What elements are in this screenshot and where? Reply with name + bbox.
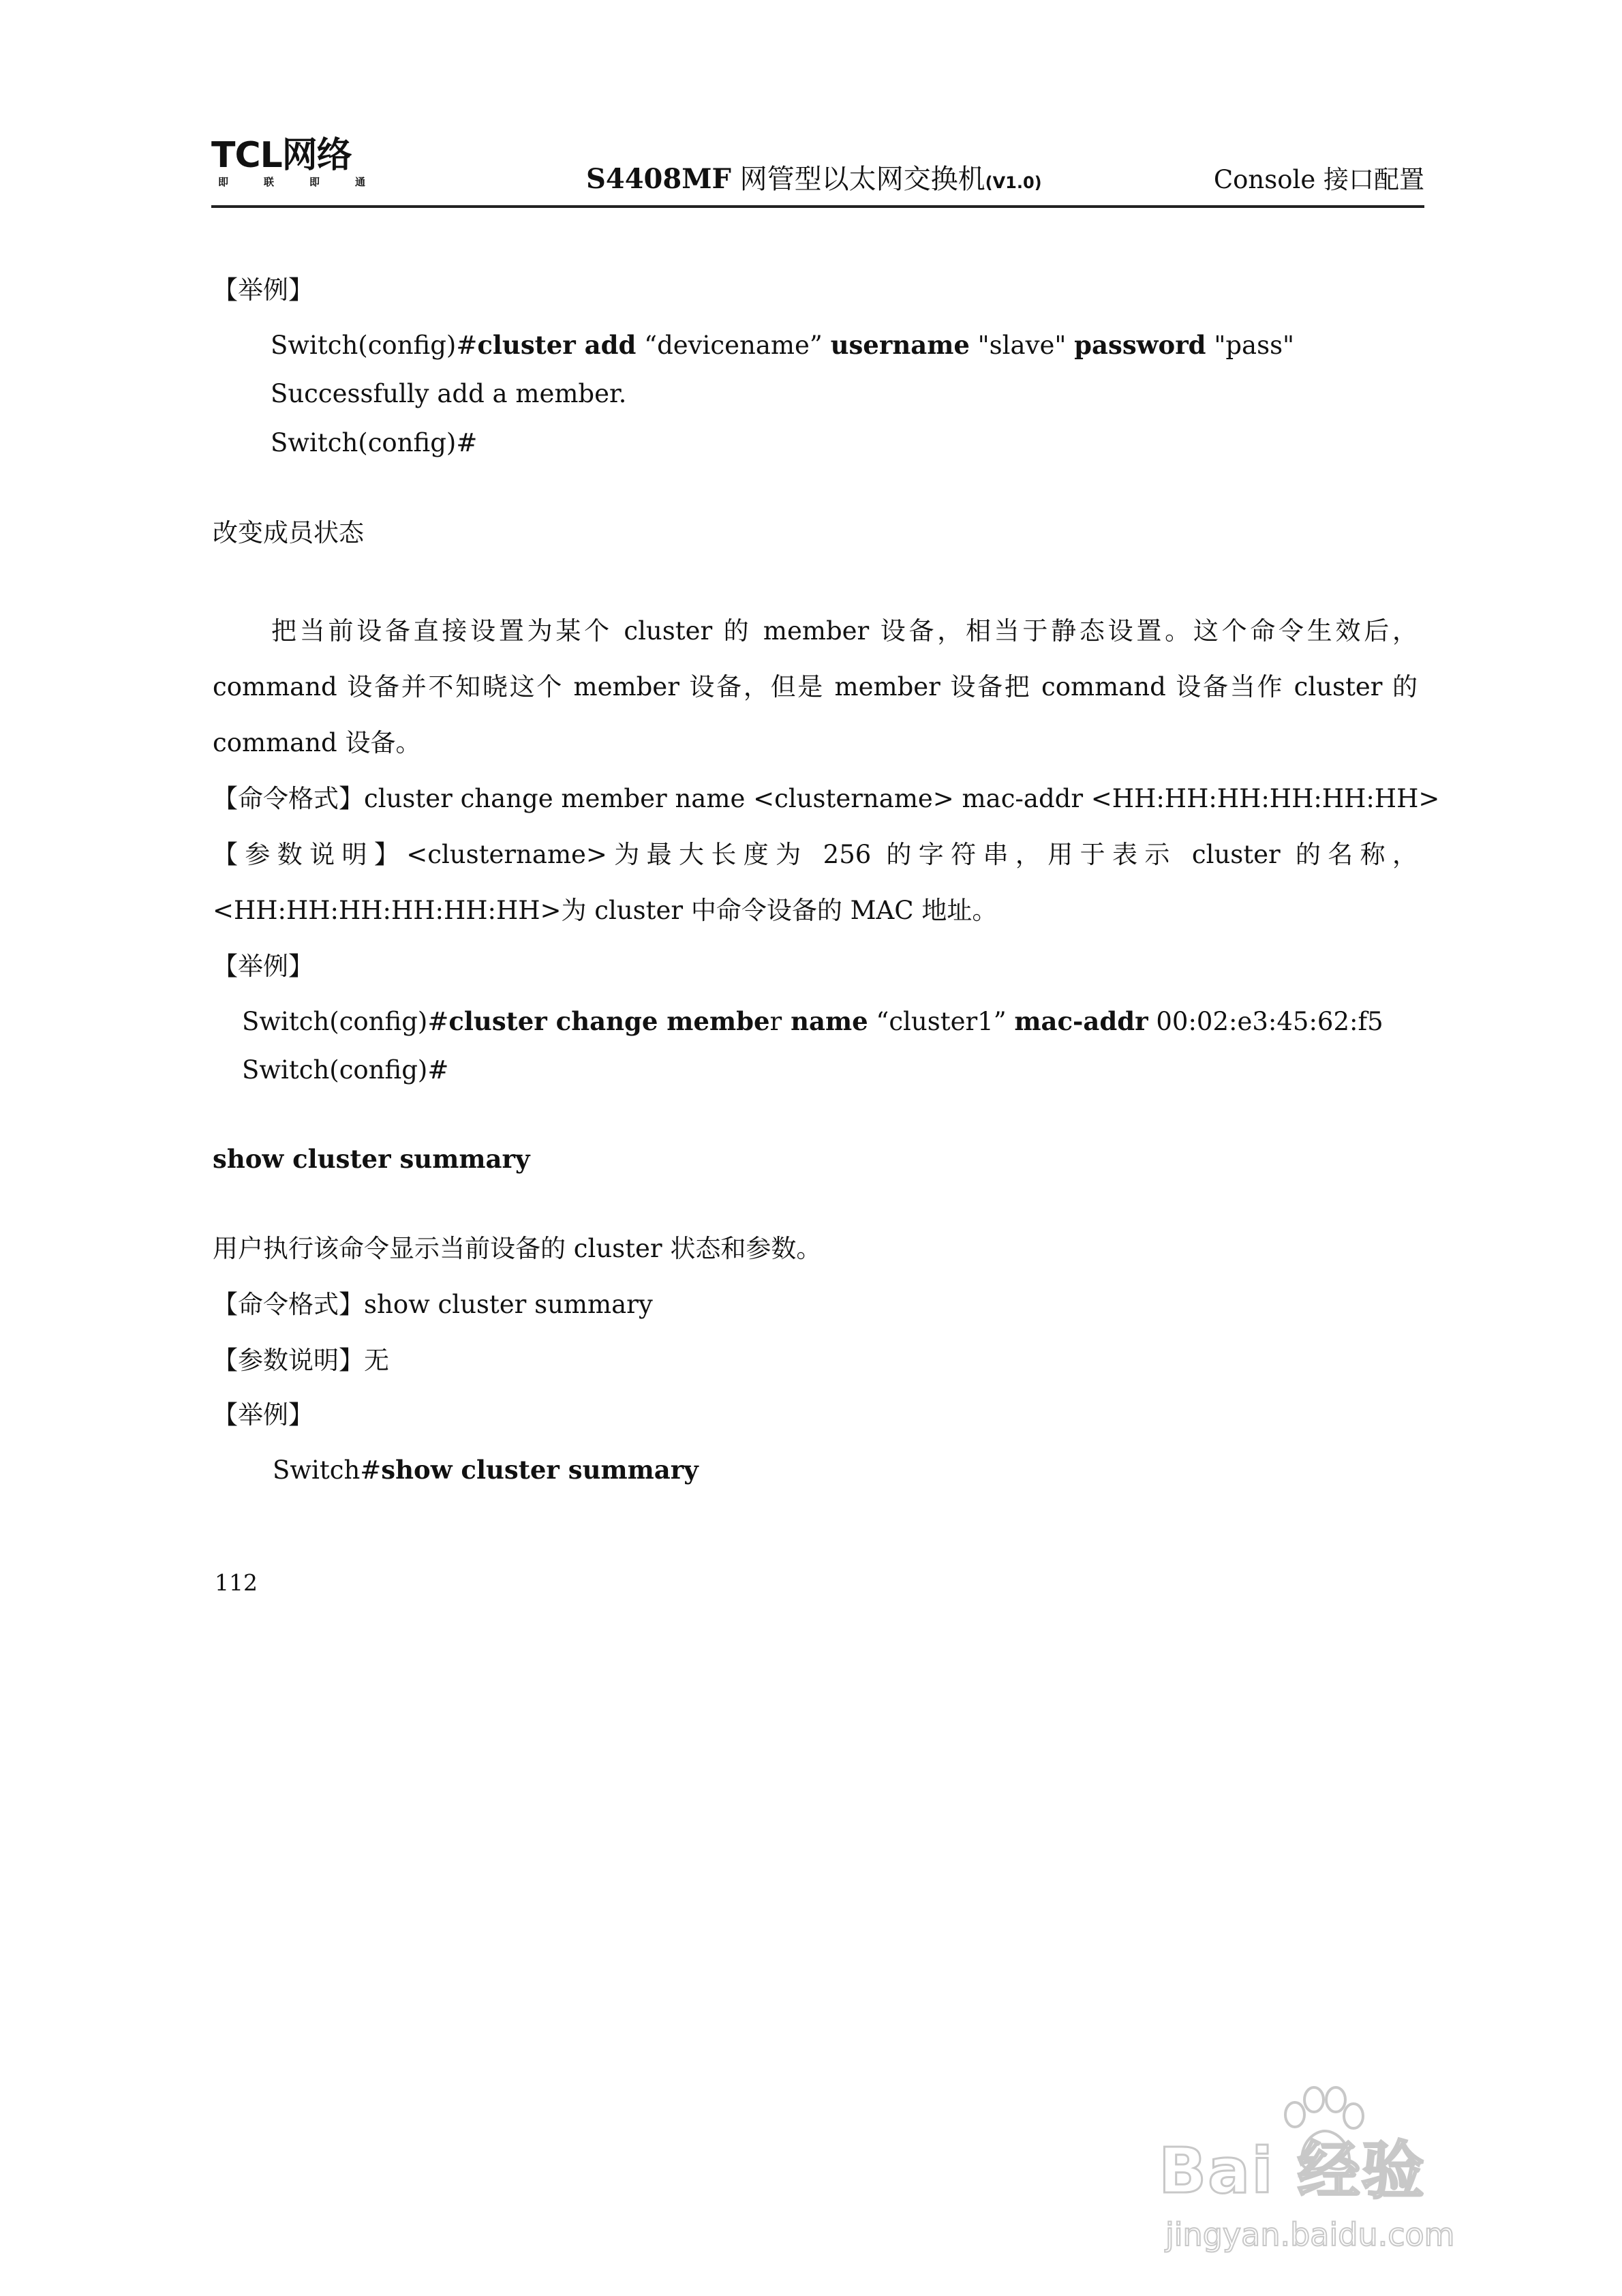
product-name: 网管型以太网交换机 <box>731 164 985 195</box>
parameter-description: <HH:HH:HH:HH:HH:HH>为 cluster 中命令设备的 MAC 地址。 <box>213 896 998 925</box>
prompt: Switch(config)# <box>242 1007 449 1036</box>
watermark-brand: Bai 经验 <box>1159 2134 1426 2207</box>
command-argument: “devicename” <box>636 331 831 360</box>
parameter-description: 【参数说明】<clustername>为最大长度为 256 的字符串，用于表示 cluster 的名称， <box>213 840 1418 869</box>
page-header <box>211 136 1424 211</box>
section-name: Console 接口配置 <box>1213 165 1424 194</box>
example-output-line: Successfully add a member. <box>271 379 627 408</box>
command-keyword: cluster add <box>477 330 637 360</box>
watermark-url: jingyan.baidu.com <box>1165 2216 1455 2253</box>
example-prompt-line: Switch(config)# <box>271 428 478 457</box>
command-keyword: name <box>782 1006 868 1036</box>
baidu-jingyan-watermark <box>1159 2086 1567 2263</box>
section-heading: 改变成员状态 <box>213 518 364 547</box>
command-keyword: mac-addr <box>1014 1006 1148 1036</box>
example-command-line <box>273 1453 699 1487</box>
tcl-logo <box>211 135 401 191</box>
paragraph-line: 用户执行该命令显示当前设备的 cluster 状态和参数。 <box>213 1234 822 1263</box>
command-argument: "slave" <box>969 331 1075 360</box>
section-heading: show cluster summary <box>213 1144 530 1174</box>
version-label: (V1.0) <box>985 173 1042 192</box>
logo-mark: TCL网络 <box>211 135 352 176</box>
example-command-line <box>242 1005 1383 1038</box>
command-argument: “cluster1” <box>868 1007 1015 1036</box>
command-keyword: cluster change membe <box>448 1006 770 1036</box>
page-number: 112 <box>215 1569 258 1596</box>
prompt: Switch(config)# <box>271 331 478 360</box>
command-format: 【命令格式】cluster change member name <clustername> mac-addr <HH:HH:HH:HH:HH:HH> <box>213 784 1440 813</box>
model-name: S4408MF <box>586 163 731 195</box>
paragraph-line: command 设备。 <box>213 728 421 757</box>
example-prompt-line: Switch(config)# <box>242 1055 449 1085</box>
paragraph-line: 把当前设备直接设置为某个 cluster 的 member 设备，相当于静态设置。这个命令生效后， <box>271 616 1418 646</box>
paragraph-line: command 设备并不知晓这个 member 设备，但是 member 设备把 command 设备当作 cluster 的 <box>213 672 1418 701</box>
document-title <box>586 162 1042 200</box>
example-label: 【举例】 <box>213 1400 313 1430</box>
logo-tagline: 即联即通 <box>218 176 401 188</box>
example-label: 【举例】 <box>213 952 313 981</box>
example-command-line <box>271 329 1294 362</box>
prompt: Switch# <box>273 1455 382 1485</box>
command-argument: 00:02:e3:45:62:f5 <box>1148 1007 1383 1036</box>
command-argument: "pass" <box>1206 331 1295 360</box>
command-format: 【命令格式】show cluster summary <box>213 1290 653 1319</box>
command-keyword: username <box>830 330 970 360</box>
command-keyword: password <box>1074 330 1206 360</box>
header-divider <box>211 205 1424 208</box>
example-label: 【举例】 <box>213 275 313 305</box>
command-text: r <box>769 1007 782 1036</box>
command-keyword: show cluster summary <box>381 1455 699 1485</box>
parameter-description: 【参数说明】无 <box>213 1346 389 1375</box>
